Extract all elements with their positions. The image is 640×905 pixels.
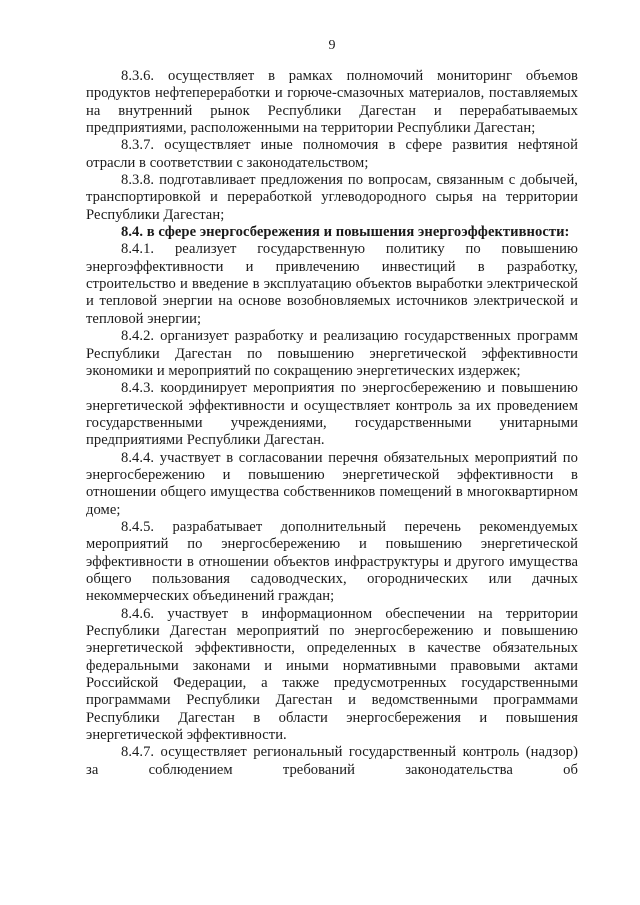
document-body: [86, 68, 578, 779]
paragraph: 8.4.6. участвует в информационном обеспечении на территории Республики Дагестан мероприятий по энергосбережению и повышению энергетической эффективности, определенных в качестве обязательных федеральными законами и иными нормативными правовыми актами Российской Федерации, а также предусмотренных государственными программами Республики Дагестан и ведомственными программами Республики Дагестан в области энергосбережения и повышения энергетической эффективности.: [86, 605, 578, 744]
paragraph: 8.3.6. осуществляет в рамках полномочий мониторинг объемов продуктов нефтепереработки и горюче-смазочных материалов, поставляемых на внутренний рынок Республики Дагестан и перерабатываемых предприятиями, расположенными на территории Республики Дагестан;: [86, 68, 578, 137]
paragraph: 8.4.1. реализует государственную политику по повышению энергоэффективности и привлечению инвестиций в разработку, строительство и введение в эксплуатацию объектов выработки электрической и тепловой энергии на основе возобновляемых источников электрической и тепловой энергии;: [86, 241, 578, 327]
paragraph: 8.4.5. разрабатывает дополнительный перечень рекомендуемых мероприятий по энергосбережению и повышению энергетической эффективности в отношении объектов инфраструктуры и другого имущества общего пользования садоводческих, огороднических или дачных некоммерческих объединений граждан;: [86, 518, 578, 605]
paragraph: 8.4.4. участвует в согласовании перечня обязательных мероприятий по энергосбережению и повышению энергетической эффективности в отношении общего имущества собственников помещений в многоквартирном доме;: [86, 449, 578, 518]
paragraph: 8.4.7. осуществляет региональный государственный контроль (надзор) за соблюдением требований законодательства об: [86, 744, 578, 778]
paragraph: 8.4.2. организует разработку и реализацию государственных программ Республики Дагестан по повышению энергетической эффективности экономики и мероприятий по сокращению энергетических издержек;: [86, 328, 578, 379]
paragraph: 8.4.3. координирует мероприятия по энергосбережению и повышению энергетической эффективности и осуществляет контроль за их проведением государственными учреждениями, государственными унитарными предприятиями Республики Дагестан.: [86, 380, 578, 449]
paragraph: 8.3.8. подготавливает предложения по вопросам, связанным с добычей, транспортировкой и переработкой углеводородного сырья на территории Республики Дагестан;: [86, 172, 578, 223]
paragraph: 8.3.7. осуществляет иные полномочия в сфере развития нефтяной отрасли в соответствии с законодательством;: [86, 137, 578, 171]
section-heading: 8.4. в сфере энергосбережения и повышения энергоэффективности:: [121, 224, 570, 241]
page-number: 9: [328, 38, 336, 53]
